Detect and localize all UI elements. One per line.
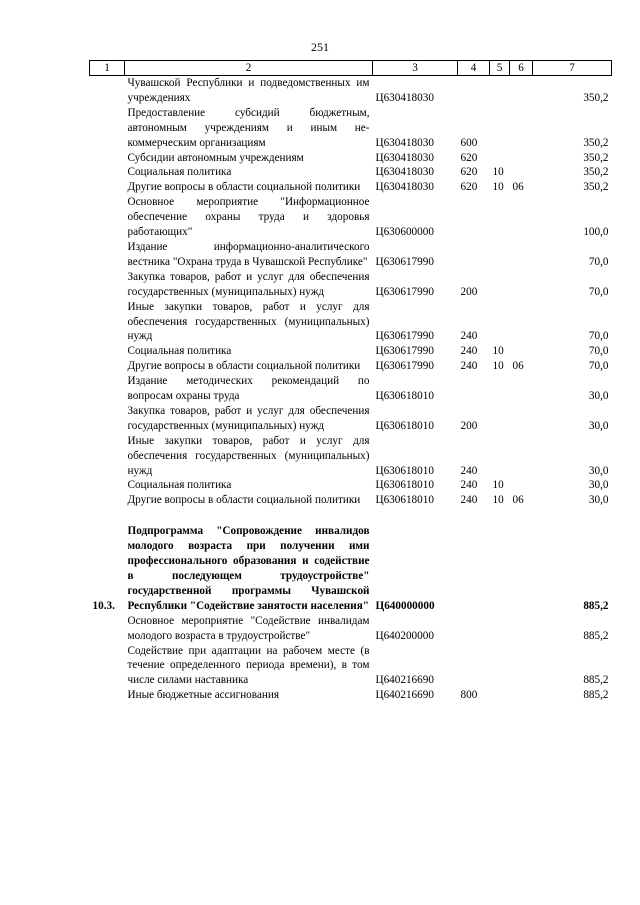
column-header: 1 bbox=[90, 61, 125, 76]
section-number: 10.3. bbox=[92, 599, 115, 612]
row-col4 bbox=[458, 195, 490, 240]
table-row bbox=[90, 106, 612, 151]
row-col5 bbox=[490, 614, 510, 644]
row-col5: 10 bbox=[492, 494, 504, 507]
column-header: 6 bbox=[510, 61, 533, 76]
table-body-bottom bbox=[90, 614, 612, 703]
table-row bbox=[90, 614, 612, 644]
table-row bbox=[90, 478, 612, 493]
table-body-section bbox=[90, 508, 612, 613]
row-amount: 70,0 bbox=[588, 330, 609, 343]
row-col4: 620 bbox=[460, 181, 478, 194]
row-amount: 70,0 bbox=[588, 360, 609, 373]
row-number-cell bbox=[90, 151, 125, 166]
table-header bbox=[90, 61, 612, 76]
row-name: Другие вопросы в области социальной политики bbox=[127, 494, 361, 507]
row-col4: 240 bbox=[460, 360, 478, 373]
row-col4: 600 bbox=[460, 136, 478, 149]
row-col5 bbox=[490, 404, 510, 434]
row-name: Другие вопросы в области социальной политики bbox=[127, 360, 361, 373]
row-number-cell bbox=[90, 359, 125, 374]
row-code: Ц640216690 bbox=[375, 674, 434, 687]
table-row bbox=[90, 300, 612, 345]
table-row bbox=[90, 180, 612, 195]
row-col6 bbox=[510, 76, 533, 106]
row-name: Основное мероприятие "Информационное обеспечение охраны труда и здоровья работающих" bbox=[127, 196, 370, 239]
row-code: Ц630418030 bbox=[375, 181, 434, 194]
row-col5 bbox=[490, 270, 510, 300]
row-number-cell bbox=[90, 434, 125, 479]
row-code: Ц630618010 bbox=[375, 390, 434, 403]
row-code: Ц630618010 bbox=[375, 464, 434, 477]
table-row bbox=[90, 240, 612, 270]
row-code: Ц630617990 bbox=[375, 345, 434, 358]
section-name: Подпрограмма "Сопровождение инвалидов молодого возраста при получении ими профессионального образования и содействие в последующем трудоустройстве" государственной программы Чувашской Республики "Содействие занятости населения" bbox=[127, 525, 370, 612]
column-header: 3 bbox=[373, 61, 458, 76]
row-code: Ц630617990 bbox=[375, 255, 434, 268]
row-amount: 350,2 bbox=[583, 181, 609, 194]
row-col5 bbox=[490, 688, 510, 703]
row-code: Ц640216690 bbox=[375, 689, 434, 702]
row-col6 bbox=[510, 151, 533, 166]
row-amount: 885,2 bbox=[583, 689, 609, 702]
row-col4: 240 bbox=[460, 464, 478, 477]
row-number-cell bbox=[90, 240, 125, 270]
row-name: Иные бюджетные ассигнования bbox=[127, 689, 279, 702]
row-name: Содействие при адаптации на рабочем месте (в течение определенного периода времени), в том числе силами наставника bbox=[127, 644, 370, 687]
row-name: Субсидии автономным учреждениям bbox=[127, 151, 304, 164]
row-amount: 30,0 bbox=[588, 464, 609, 477]
row-amount: 350,2 bbox=[583, 91, 609, 104]
row-col5 bbox=[490, 106, 510, 151]
budget-table bbox=[89, 60, 612, 703]
row-amount: 885,2 bbox=[583, 629, 609, 642]
row-col6 bbox=[510, 374, 533, 404]
row-amount: 30,0 bbox=[588, 494, 609, 507]
row-number-cell bbox=[90, 106, 125, 151]
row-amount: 350,2 bbox=[583, 166, 609, 179]
row-number-cell bbox=[90, 614, 125, 644]
section-code: Ц640000000 bbox=[375, 599, 435, 612]
column-header: 2 bbox=[125, 61, 373, 76]
row-col6 bbox=[510, 165, 533, 180]
row-col6 bbox=[510, 344, 533, 359]
row-code: Ц630418030 bbox=[375, 136, 434, 149]
row-amount: 350,2 bbox=[583, 136, 609, 149]
row-name: Закупка товаров, работ и услуг для обеспечения государственных (муниципальных) нужд bbox=[127, 270, 370, 298]
row-number-cell bbox=[90, 374, 125, 404]
row-amount: 30,0 bbox=[588, 419, 609, 432]
row-code: Ц630618010 bbox=[375, 419, 434, 432]
row-col6: 06 bbox=[512, 181, 524, 194]
row-col5 bbox=[490, 151, 510, 166]
row-name: Основное мероприятие "Содействие инвалидам молодого возраста в трудоустройстве" bbox=[127, 614, 370, 642]
table-row bbox=[90, 493, 612, 508]
row-col4 bbox=[458, 374, 490, 404]
row-code: Ц630418030 bbox=[375, 151, 434, 164]
row-col6 bbox=[510, 644, 533, 689]
row-col6 bbox=[510, 688, 533, 703]
row-col6: 06 bbox=[512, 360, 524, 373]
row-col4 bbox=[458, 644, 490, 689]
row-col5 bbox=[490, 644, 510, 689]
row-col4 bbox=[458, 240, 490, 270]
row-col6 bbox=[510, 300, 533, 345]
row-name: Чувашской Республики и подведомственных им учреждениях bbox=[127, 77, 370, 104]
row-col5: 10 bbox=[492, 166, 504, 179]
table-row bbox=[90, 151, 612, 166]
row-name: Предоставление субсидий бюджетным, автономным учреждениям и иным некоммерческим организациям bbox=[127, 106, 370, 149]
row-col4: 240 bbox=[460, 345, 478, 358]
row-col6 bbox=[510, 478, 533, 493]
row-amount: 350,2 bbox=[583, 151, 609, 164]
row-col4: 800 bbox=[460, 689, 478, 702]
table-body-top bbox=[90, 76, 612, 509]
row-amount: 30,0 bbox=[588, 479, 609, 492]
row-amount: 100,0 bbox=[583, 226, 609, 239]
column-header: 7 bbox=[533, 61, 612, 76]
row-name: Социальная политика bbox=[127, 479, 232, 492]
row-col5 bbox=[490, 240, 510, 270]
row-col4 bbox=[458, 76, 490, 106]
table-row bbox=[90, 359, 612, 374]
row-code: Ц640200000 bbox=[375, 629, 434, 642]
section-row bbox=[90, 524, 612, 613]
row-name: Иные закупки товаров, работ и услуг для обеспечения государственных (муниципальных) нужд bbox=[127, 434, 370, 477]
row-amount: 30,0 bbox=[588, 390, 609, 403]
table-row bbox=[90, 404, 612, 434]
table-row bbox=[90, 165, 612, 180]
row-col4: 620 bbox=[460, 166, 478, 179]
row-col4: 200 bbox=[460, 285, 478, 298]
table-row bbox=[90, 434, 612, 479]
row-code: Ц630618010 bbox=[375, 494, 434, 507]
row-number-cell bbox=[90, 644, 125, 689]
row-col6 bbox=[510, 614, 533, 644]
table-row bbox=[90, 374, 612, 404]
row-col5 bbox=[490, 195, 510, 240]
row-code: Ц630617990 bbox=[375, 285, 434, 298]
row-number-cell bbox=[90, 270, 125, 300]
row-code: Ц630418030 bbox=[375, 166, 434, 179]
row-number-cell bbox=[90, 404, 125, 434]
row-col5 bbox=[490, 300, 510, 345]
row-amount: 70,0 bbox=[588, 255, 609, 268]
section-amount: 885,2 bbox=[583, 599, 609, 612]
row-number-cell bbox=[90, 493, 125, 508]
row-amount: 885,2 bbox=[583, 674, 609, 687]
column-header: 4 bbox=[458, 61, 490, 76]
row-col4: 620 bbox=[460, 151, 478, 164]
row-col4: 200 bbox=[460, 419, 478, 432]
row-col6: 06 bbox=[512, 494, 524, 507]
row-code: Ц630618010 bbox=[375, 479, 434, 492]
row-name: Закупка товаров, работ и услуг для обеспечения государственных (муниципальных) нужд bbox=[127, 404, 370, 432]
row-number-cell bbox=[90, 478, 125, 493]
row-col6 bbox=[510, 270, 533, 300]
table-row bbox=[90, 344, 612, 359]
page-number: 251 bbox=[311, 40, 329, 54]
table-row bbox=[90, 270, 612, 300]
row-col5: 10 bbox=[492, 181, 504, 194]
row-col6 bbox=[510, 434, 533, 479]
row-number-cell bbox=[90, 195, 125, 240]
row-col6 bbox=[510, 195, 533, 240]
row-name: Издание методических рекомендаций по вопросам охраны труда bbox=[127, 375, 370, 403]
row-name: Иные закупки товаров, работ и услуг для обеспечения государственных (муниципальных) нужд bbox=[127, 300, 370, 343]
row-col5: 10 bbox=[492, 360, 504, 373]
row-name: Социальная политика bbox=[127, 166, 232, 179]
spacer-row bbox=[90, 508, 612, 524]
row-col6 bbox=[510, 404, 533, 434]
row-col6 bbox=[510, 106, 533, 151]
row-code: Ц630418030 bbox=[375, 91, 434, 104]
row-col4: 240 bbox=[460, 330, 478, 343]
table-row bbox=[90, 688, 612, 703]
row-col6 bbox=[510, 240, 533, 270]
row-number-cell bbox=[90, 180, 125, 195]
row-name: Социальная политика bbox=[127, 345, 232, 358]
row-col4: 240 bbox=[460, 479, 478, 492]
row-number-cell bbox=[90, 344, 125, 359]
row-col4: 240 bbox=[460, 494, 478, 507]
row-col5: 10 bbox=[492, 479, 504, 492]
row-name: Издание информационно-аналитического вестника "Охрана труда в Чувашской Республике" bbox=[127, 240, 370, 268]
row-code: Ц630617990 bbox=[375, 360, 434, 373]
row-code: Ц630600000 bbox=[375, 226, 434, 239]
row-number-cell bbox=[90, 300, 125, 345]
row-name: Другие вопросы в области социальной политики bbox=[127, 181, 361, 194]
row-code: Ц630617990 bbox=[375, 330, 434, 343]
column-header: 5 bbox=[490, 61, 510, 76]
row-col4 bbox=[458, 614, 490, 644]
row-number-cell bbox=[90, 688, 125, 703]
table-row bbox=[90, 195, 612, 240]
row-col5 bbox=[490, 374, 510, 404]
row-number-cell bbox=[90, 76, 125, 106]
table-row bbox=[90, 644, 612, 689]
row-col5 bbox=[490, 76, 510, 106]
row-amount: 70,0 bbox=[588, 345, 609, 358]
row-number-cell bbox=[90, 165, 125, 180]
row-col5: 10 bbox=[492, 345, 504, 358]
row-col5 bbox=[490, 434, 510, 479]
row-amount: 70,0 bbox=[588, 285, 609, 298]
table-row bbox=[90, 76, 612, 106]
